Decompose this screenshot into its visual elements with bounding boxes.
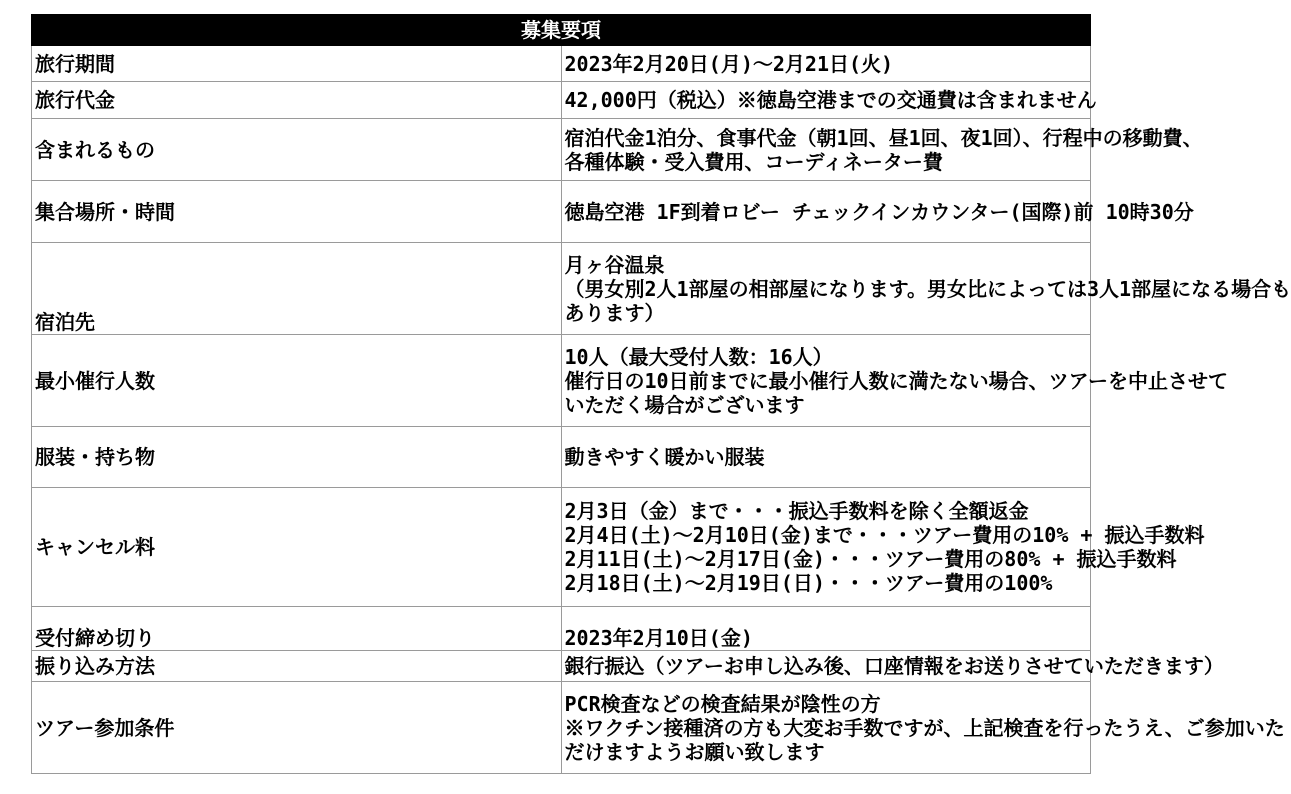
value-line: 2月3日（金）まで・・・振込手数料を除く全額返金 [564,499,1029,523]
row-label-deadline: 受付締め切り [32,607,562,651]
recruitment-table [31,14,1291,774]
row-label-accommodation: 宿泊先 [32,243,562,335]
row-label-meeting-place: 集合場所・時間 [32,181,562,243]
row-label-travel-period: 旅行期間 [32,46,562,82]
row-value-meeting-place [561,181,1194,243]
value-line: 各種体験・受入費用、コーディネーター費 [564,149,943,174]
row-value-included [561,119,1203,181]
row-value-minimum-participants [561,335,1228,427]
table-title: 募集要項 [32,15,1091,46]
row-label-cancellation-fee: キャンセル料 [32,488,562,607]
table-row [32,427,1091,488]
table-row [32,119,1091,181]
row-label-minimum-participants: 最小催行人数 [32,335,562,427]
table-row [32,651,1091,682]
row-value-participation-conditions [561,682,1285,774]
row-label-clothing: 服装・持ち物 [32,427,562,488]
value-line: 42,000円（税込）※徳島空港までの交通費は含まれません [564,88,1097,112]
row-label-travel-price: 旅行代金 [32,82,562,119]
row-value-deadline [561,607,1091,651]
row-label-participation-conditions: ツアー参加条件 [32,682,562,774]
table-row [32,682,1091,774]
value-line: 2月4日(土)～2月10日(金)まで・・・ツアー費用の10% + 振込手数料 [564,523,1205,547]
value-line: 10人（最大受付人数：16人） [564,344,833,369]
table-row [32,181,1091,243]
table-row [32,243,1091,335]
value-line: 宿泊代金1泊分、食事代金（朝1回、昼1回、夜1回）、行程中の移動費、 [564,125,1203,150]
table-row [32,335,1091,427]
row-value-travel-period [561,46,1091,82]
value-line: 催行日の10日前までに最小催行人数に満たない場合、ツアーを中止させて [564,368,1228,393]
value-line: だけますようお願い致します [564,739,825,764]
row-label-included: 含まれるもの [32,119,562,181]
value-line: 動きやすく暖かい服装 [564,445,765,469]
table-row [32,82,1091,119]
value-line: 2023年2月20日(月)～2月21日(火) [564,51,894,76]
value-line: いただく場合がございます [564,392,805,417]
row-value-travel-price [561,82,1097,119]
title-row [32,15,1091,46]
row-value-clothing [561,427,1091,488]
table-row [32,488,1091,607]
row-value-cancellation-fee [561,488,1205,607]
value-line: 2月18日(土)～2月19日(日)・・・ツアー費用の100% [564,571,1053,595]
row-label-payment-method: 振り込み方法 [32,651,562,682]
value-line: 2月11日(土)～2月17日(金)・・・ツアー費用の80% + 振込手数料 [564,547,1177,571]
value-line: あります） [564,300,665,325]
value-line: 銀行振込（ツアーお申し込み後、口座情報をお送りさせていただきます） [564,654,1224,678]
value-line: 徳島空港 1F到着ロビー チェックインカウンター(国際)前 10時30分 [564,199,1194,224]
value-line: 2023年2月10日(金) [564,626,753,650]
value-line: （男女別2人1部屋の相部屋になります。男女比によっては3人1部屋になる場合も [564,276,1291,301]
row-value-accommodation [561,243,1291,335]
value-line: PCR検査などの検査結果が陰性の方 [564,691,881,716]
recruitment-sheet [31,14,1291,774]
table-row [32,46,1091,82]
value-line: 月ヶ谷温泉 [564,252,665,277]
row-value-payment-method [561,651,1224,682]
value-line: ※ワクチン接種済の方も大変お手数ですが、上記検査を行ったうえ、ご参加いた [564,715,1285,740]
table-row [32,607,1091,651]
